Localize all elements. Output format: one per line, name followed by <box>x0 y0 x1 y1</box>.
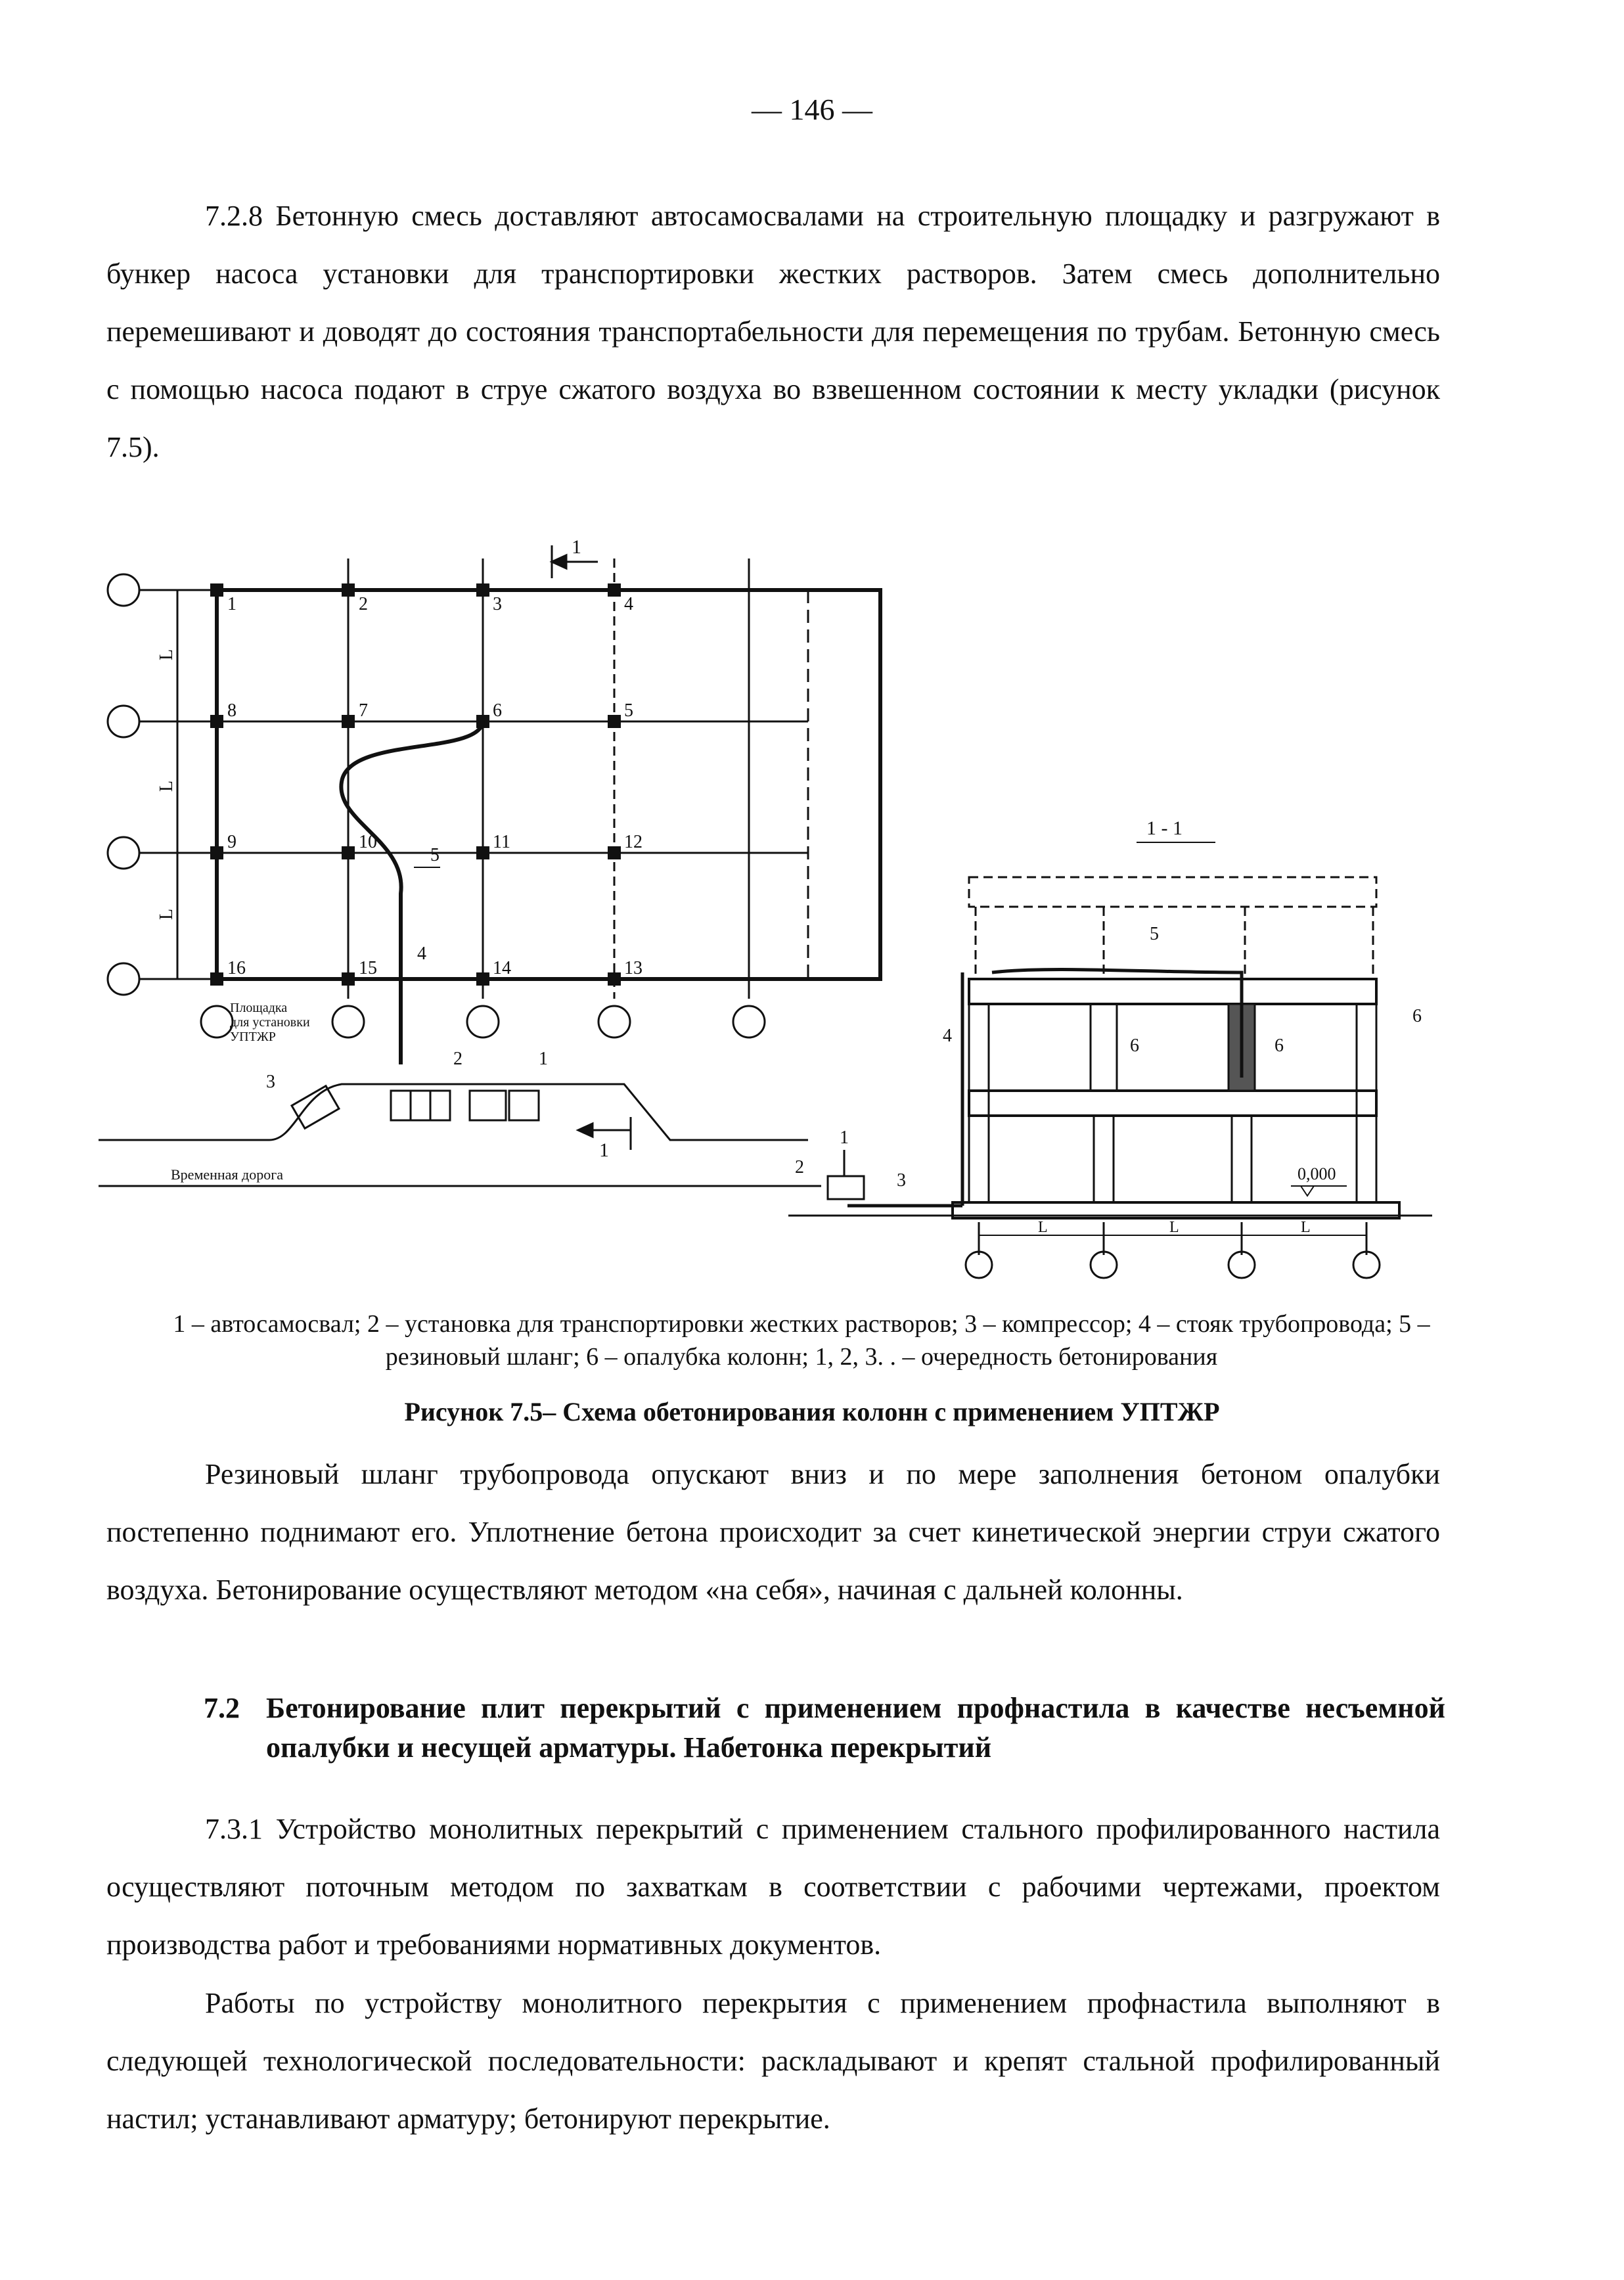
section-view <box>788 817 1432 1278</box>
column-number: 8 <box>227 700 237 721</box>
site-label: УПТЖР <box>230 1030 276 1044</box>
column-number: 16 <box>227 958 246 978</box>
heading-text: Бетонирование плит перекрытий с применением профнастила в качестве несъемной опалубки и несущей арматуры. Набетонка перекрытий <box>266 1692 1445 1764</box>
axis-dim: L <box>156 780 177 792</box>
road-label: Временная дорога <box>171 1166 284 1183</box>
column-number: 10 <box>359 832 377 852</box>
axis-circle <box>467 1006 499 1037</box>
item-label: 2 <box>453 1049 462 1069</box>
section-dim: L <box>1038 1219 1048 1236</box>
axis-dim: L <box>156 908 177 920</box>
page-number: — 146 — <box>752 93 872 126</box>
column-number: 14 <box>493 958 511 978</box>
item-label: 4 <box>417 944 426 964</box>
section-heading <box>204 1689 1445 1767</box>
dump-truck <box>470 1091 506 1120</box>
column-number: 3 <box>493 594 502 614</box>
column-number: 1 <box>227 594 237 614</box>
compressor <box>292 1086 339 1129</box>
axis-circle <box>108 963 139 995</box>
column-number: 9 <box>227 832 237 852</box>
section-label: 6 <box>1130 1036 1139 1056</box>
paragraph-hose: Резиновый шланг трубопровода опускают вниз и по мере заполнения бетоном опалубки постепенно поднимают его. Уплотнение бетона происходит за счет кинетической энергии струи сжатого воздуха. Бетонирование осуществляют методом «на себя», начиная с дальней колонны. <box>106 1458 1440 1606</box>
figure-legend: 1 – автосамосвал; 2 – установка для транспортировки жестких растворов; 3 – компрессор; 4 – стояк трубопровода; 5 – резиновый шланг; 6 – опалубка колонн; 1, 2, 3. . – очередность бетонирования <box>173 1310 1430 1371</box>
axis-circle <box>966 1252 992 1278</box>
axis-dim: L <box>156 649 177 660</box>
axis-circle <box>108 574 139 606</box>
column-number: 15 <box>359 958 377 978</box>
section-label: 4 <box>943 1026 952 1046</box>
column-number: 13 <box>624 958 643 978</box>
elevation-mark: 0,000 <box>1297 1164 1336 1183</box>
section-mark: 1 <box>599 1139 609 1161</box>
section-label: 3 <box>897 1170 906 1191</box>
section-title: 1 - 1 <box>1146 817 1183 839</box>
site-label: для установки <box>230 1015 310 1030</box>
column-number: 6 <box>493 700 502 721</box>
section-label: 6 <box>1412 1006 1422 1026</box>
pump-unit <box>828 1176 864 1199</box>
pump-unit <box>391 1091 450 1120</box>
column-number: 2 <box>359 594 368 614</box>
site-label: Площадка <box>230 1001 288 1015</box>
paragraph-7-3-1: 7.3.1 Устройство монолитных перекрытий с применением стального профилированного настила осуществляют поточным методом по захваткам в соответствии с рабочими чертежами, проектом производства работ и требованиями нормативных документов. <box>106 1813 1440 1961</box>
column-number: 7 <box>359 700 368 721</box>
axis-circle <box>598 1006 630 1037</box>
paragraph-sequence: Работы по устройству монолитного перекрытия с применением профнастила выполняют в следующей технологической последовательности: раскладывают и крепят стальной профилированный настил; устанавливают арматуру; бетонируют перекрытие. <box>106 1987 1440 2135</box>
column-number: 4 <box>624 594 633 614</box>
paragraph-7-2-8: 7.2.8 Бетонную смесь доставляют автосамосвалами на строительную площадку и разгружают в бункер насоса установки для транспортировки жестких растворов. Затем смесь дополнительно перемешивают и доводят до состояния транспортабельности для перемещения по трубам. Бетонную смесь с помощью насоса подают в струе сжатого воздуха во взвешенном состоянии к месту укладки (рисунок 7.5). <box>106 200 1440 463</box>
column-number: 11 <box>493 832 510 852</box>
axis-circle <box>108 837 139 869</box>
section-label: 5 <box>1150 924 1159 944</box>
section-dim: L <box>1301 1219 1311 1236</box>
item-label: 3 <box>266 1072 275 1092</box>
plan-view <box>99 539 880 1186</box>
axis-circle <box>1091 1252 1117 1278</box>
figure-7-5 <box>99 539 1458 1294</box>
section-dim: L <box>1169 1219 1179 1236</box>
axis-circle <box>733 1006 765 1037</box>
item-label: 5 <box>430 845 440 865</box>
section-mark: 1 <box>572 539 581 558</box>
axis-circle <box>332 1006 364 1037</box>
axis-circle <box>1229 1252 1255 1278</box>
section-label: 2 <box>795 1157 804 1177</box>
axis-circle <box>108 706 139 737</box>
column-number: 5 <box>624 700 633 721</box>
heading-number: 7.2 <box>204 1692 240 1724</box>
section-label: 1 <box>840 1128 849 1148</box>
axis-circle <box>201 1006 233 1037</box>
item-label: 1 <box>539 1049 548 1069</box>
section-label: 6 <box>1274 1036 1284 1056</box>
axis-circle <box>1353 1252 1380 1278</box>
figure-title: Рисунок 7.5– Схема обетонирования колонн с применением УПТЖР <box>404 1397 1220 1426</box>
column-number: 12 <box>624 832 643 852</box>
